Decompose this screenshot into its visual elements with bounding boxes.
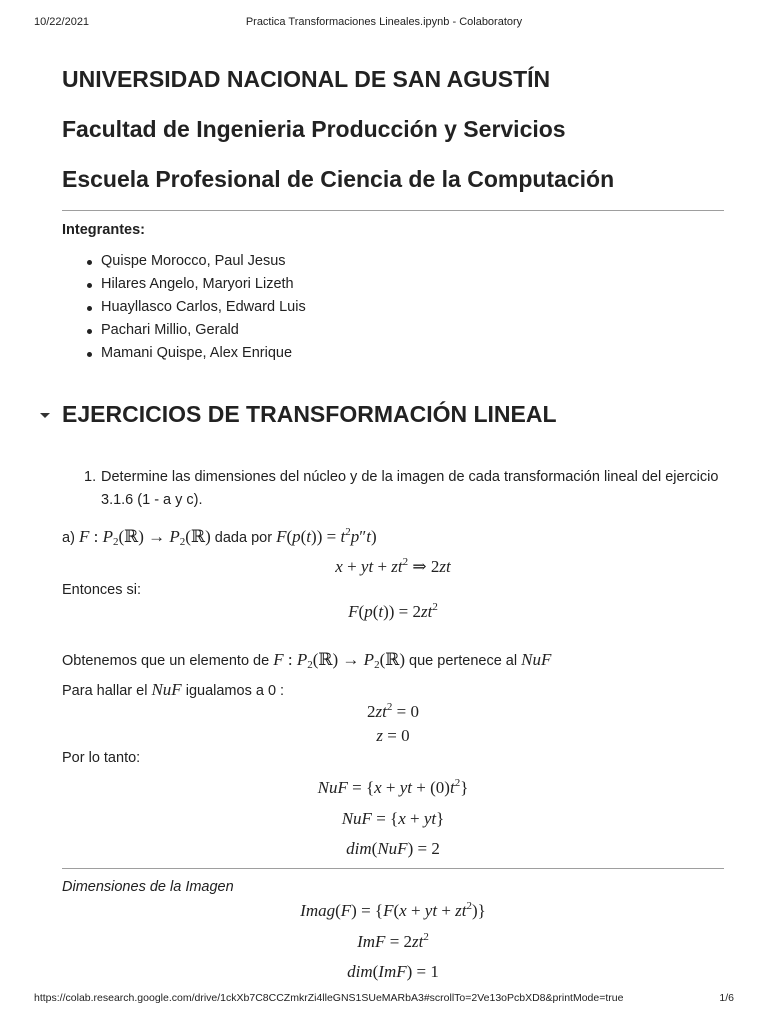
formula-nuf-simplified: NuF = {x + yt} (341, 809, 445, 828)
formula-definition: $F(p(t)) = t^2p''t$) (276, 526, 377, 546)
formula-zero: $2zt^2 = 0$ (367, 701, 419, 721)
list-number: 1. (84, 469, 97, 485)
formula-dim-nuf: dim(NuF) = 2 (346, 839, 440, 858)
formula-dim-imf: dim(ImF) = 1 (347, 962, 439, 981)
formula-f-result: $F(p(t)) = 2zt^2$ (348, 601, 438, 621)
collapse-caret-icon[interactable] (40, 413, 50, 418)
para-hallar-text: Para hallar el (62, 683, 148, 699)
formula-imag-set: Imag(F) = {F(x + yt + $zt^2$)} (300, 900, 486, 920)
formula-implies: x + yt + $zt^2$ ⇒ 2zt (335, 556, 451, 576)
obtenemos-line (62, 650, 551, 670)
heading-school: Escuela Profesional de Ciencia de la Computación (62, 166, 615, 192)
member-item: Hilares Angelo, Maryori Lizeth (62, 273, 306, 296)
exercise-definition (62, 527, 377, 547)
print-header (34, 16, 734, 32)
part-label: a) (62, 530, 75, 546)
member-item: Pachari Millio, Gerald (62, 319, 306, 342)
print-footer (34, 992, 734, 1006)
formula-map-2: F : $P_2(ℝ)$ → $P_2(ℝ)$ (273, 650, 406, 671)
print-url: https://colab.research.google.com/drive/1ckXb7C8CCZmkrZi4lleGNS1SUeMARbA3#scrollTo=2Ve13oPcbXD8&printMode=true (34, 992, 624, 1004)
igualamos-text: igualamos a 0 : (185, 683, 285, 699)
exercise-statement: Determine las dimensiones del núcleo y de la imagen de cada transformación lineal del ejercicio 3.1.6 (1 - a y c). (101, 469, 719, 508)
para-hallar-line (62, 680, 284, 700)
page-number: 1/6 (719, 992, 734, 1004)
heading-faculty: Facultad de Ingenieria Producción y Servicios (62, 116, 566, 142)
formula-nuf-2: NuF (151, 680, 182, 699)
entonces-text: Entonces si: (62, 582, 141, 598)
formula-nuf: NuF (521, 650, 552, 669)
member-item: Quispe Morocco, Paul Jesus (62, 250, 306, 273)
print-document-title: Practica Transformaciones Lineales.ipynb - Colaboratory (245, 16, 523, 28)
obtenemos-text: Obtenemos que un elemento de (62, 653, 270, 669)
dada-por-text: dada por (214, 530, 273, 546)
members-list (62, 250, 306, 365)
formula-nuf-set: NuF = {x + yt + $(0)t^2$} (317, 777, 469, 797)
section-title: EJERCICIOS DE TRANSFORMACIÓN LINEAL (62, 401, 557, 427)
formula-z-zero: z = 0 (376, 726, 410, 745)
dim-imagen-label: Dimensiones de la Imagen (62, 879, 234, 895)
divider (62, 868, 724, 869)
divider (62, 210, 724, 211)
member-item: Mamani Quispe, Alex Enrique (62, 342, 306, 365)
print-date: 10/22/2021 (34, 16, 90, 28)
member-item: Huayllasco Carlos, Edward Luis (62, 296, 306, 319)
pertenece-text: que pertenece al (409, 653, 518, 669)
heading-university: UNIVERSIDAD NACIONAL DE SAN AGUSTÍN (62, 66, 551, 92)
formula-map: F : $P_2(ℝ)$ → $P_2(ℝ)$ (78, 527, 211, 548)
integrantes-label: Integrantes: (62, 222, 145, 238)
formula-imf: ImF = $2zt^2$ (357, 931, 429, 951)
por-lo-tanto-text: Por lo tanto: (62, 750, 141, 766)
